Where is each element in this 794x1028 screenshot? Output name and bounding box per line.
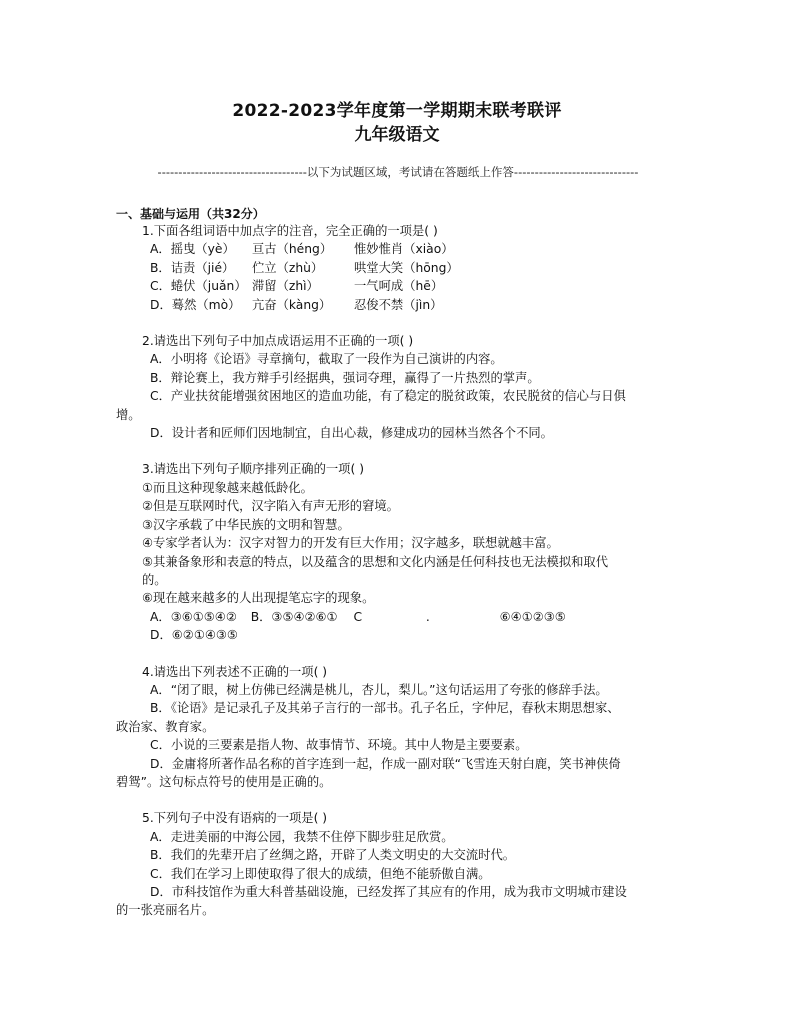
- q3-sentence-5: ⑤其兼备象形和表意的特点，以及蕴含的思想和文化内涵是任何科技也无法模拟和取代: [142, 554, 609, 569]
- q3-option-c: ⑥④①②③⑤: [499, 609, 566, 624]
- q1-b-2: 伫立（zhù）: [252, 260, 324, 275]
- q5-option-b: B．我们的先辈开启了丝绸之路，开辟了人类文明史的大交流时代。: [150, 848, 516, 863]
- q5-option-d: D．市科技馆作为重大科普基础设施，已经发挥了其应有的作用，成为我市文明城市建设: [150, 885, 627, 899]
- q3-option-c-dot: .: [425, 609, 430, 624]
- exam-subtitle: 九年级语文: [354, 125, 440, 145]
- q3-sentence-6: ⑥现在越来越多的人出现提笔忘字的现象。: [142, 591, 375, 606]
- q4-option-d-cont: 碧鸳”。这句标点符号的使用是正确的。: [116, 774, 332, 789]
- q1-d-2: 亢奋（kàng）: [252, 297, 332, 312]
- exam-title: 2022-2023学年度第一学期期末联考联评: [232, 101, 562, 121]
- q4-option-a: A．“闭了眼，树上仿佛已经满是桃儿，杏儿，梨儿。”这句话运用了夸张的修辞手法。: [150, 682, 608, 697]
- q1-c-1: C．蜷伏（juǎn）: [150, 279, 247, 294]
- q5-option-a: A．走进美丽的中海公园，我禁不住停下脚步驻足欣赏。: [150, 829, 454, 844]
- q5-option-d-cont: 的一张亮丽名片。: [116, 903, 215, 918]
- q1-a-3: 惟妙惟肖（xiào）: [354, 242, 454, 257]
- q3-sentence-5-cont: 的。: [142, 572, 167, 587]
- q3-option-c-label: C: [353, 609, 363, 624]
- q5-stem: 5.下列句子中没有语病的一项是( ): [142, 811, 328, 826]
- q3-sentence-1: ①而且这种现象越来越低龄化。: [142, 480, 313, 495]
- q4-option-d: D．金庸将所著作品名称的首字连到一起，作成一副对联“飞雪连天射白鹿，笑书神侠倚: [150, 756, 621, 771]
- q1-d-3: 忍俊不禁（jìn）: [354, 297, 443, 312]
- q1-option-c: [116, 277, 682, 295]
- q1-option-b: [116, 259, 682, 277]
- q3-sentence-3: ③汉字承载了中华民族的文明和智慧。: [142, 517, 350, 532]
- q2-option-a: A．小明将《论语》寻章摘句，截取了一段作为自己演讲的内容。: [150, 352, 503, 367]
- q1-d-1: D．蓦然（mò）: [150, 297, 241, 312]
- answer-area-divider: ------------------------------------以下为试题区域，考试请在答题纸上作答------------------------------: [157, 165, 639, 179]
- q3-option-a: A．③⑥①⑤④②: [150, 609, 237, 624]
- q2-option-b: B．辩论赛上，我方辩手引经据典，强词夺理，赢得了一片热烈的掌声。: [150, 370, 540, 385]
- q4-stem: 4.请选出下列表述不正确的一项( ): [142, 664, 328, 679]
- q4-option-c: C．小说的三要素是指人物、故事情节、环境。其中人物是主要要素。: [150, 738, 528, 753]
- q1-c-3: 一气呵成（hē）: [354, 279, 444, 294]
- q3-option-d: D．⑥②①④③⑤: [150, 628, 238, 643]
- q3-option-b: B．③⑤④②⑥①: [250, 609, 338, 624]
- q3-options-abc: [116, 608, 682, 626]
- q1-option-d: [116, 296, 682, 314]
- q1-option-a: [116, 240, 682, 258]
- q3-sentence-4: ④专家学者认为：汉字对智力的开发有巨大作用；汉字越多，联想就越丰富。: [142, 536, 559, 551]
- q3-stem: 3.请选出下列句子顺序排列正确的一项( ): [142, 462, 364, 477]
- q1-c-2: 滞留（zhì）: [252, 279, 319, 294]
- q1-stem: 1.下面各组词语中加点字的注音，完全正确的一项是( ): [142, 224, 438, 238]
- question-body: [116, 222, 682, 920]
- q3-sentence-2: ②但是互联网时代，汉字陷入有声无形的窘境。: [142, 499, 399, 514]
- q2-option-c: C．产业扶贫能增强贫困地区的造血功能，有了稳定的脱贫政策，农民脱贫的信心与日俱: [150, 389, 626, 404]
- q1-b-1: B．诘责（jié）: [150, 260, 235, 275]
- q2-option-c-cont: 增。: [116, 407, 141, 422]
- q1-a-2: 亘古（héng）: [252, 242, 333, 257]
- q2-option-d: D．设计者和匠师们因地制宜，自出心裁，修建成功的园林当然各个不同。: [150, 426, 553, 441]
- q5-option-c: C．我们在学习上即使取得了很大的成绩，但绝不能骄傲自满。: [150, 866, 491, 881]
- section-title: 一、基础与运用（共32分）: [116, 207, 265, 221]
- q2-stem: 2.请选出下列句子中加点成语运用不正确的一项( ): [142, 334, 414, 349]
- q1-a-1: A．摇曳（yè）: [150, 242, 235, 257]
- q4-option-b: B．《论语》是记录孔子及其弟子言行的一部书。孔子名丘，字仲尼，春秋末期思想家、: [150, 701, 620, 716]
- q4-option-b-cont: 政治家、教育家。: [116, 719, 215, 734]
- q1-b-3: 哄堂大笑（hōng）: [354, 260, 459, 275]
